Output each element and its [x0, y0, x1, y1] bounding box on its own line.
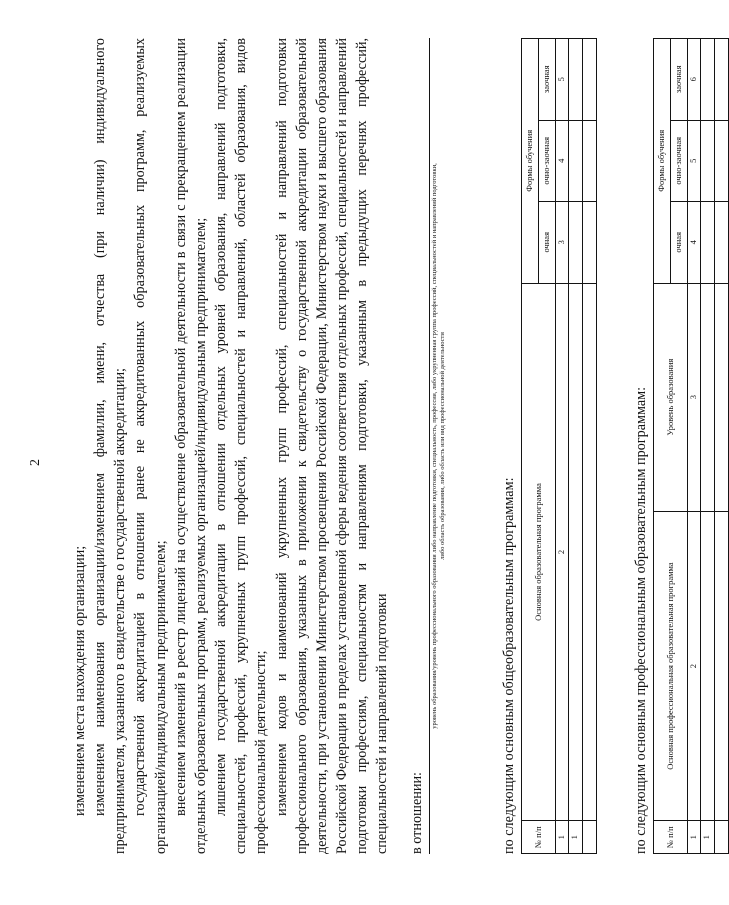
table-cell: [714, 821, 728, 854]
index-cell: 1: [556, 821, 569, 854]
table-cell: [568, 283, 582, 821]
header-program: Основная образовательная программа: [522, 283, 556, 821]
table-cell: [582, 283, 596, 821]
table-cell: 1: [700, 821, 714, 854]
table-cell: [582, 39, 596, 121]
page-number: 2: [28, 459, 43, 466]
header-part-time: очно-заочная: [539, 120, 556, 202]
table-cell: [714, 120, 728, 202]
index-cell: 2: [687, 511, 700, 821]
header-distance: заочная: [539, 39, 556, 121]
table-row: [582, 39, 596, 854]
index-cell: 5: [556, 39, 569, 121]
table-cell: [700, 202, 714, 284]
header-forms: Формы обучения: [522, 39, 539, 284]
header-full-time: очная: [539, 202, 556, 284]
table-cell: [714, 283, 728, 511]
paragraph: лишением государственной аккредитации в отношении отдельных уровней образования, направлений подготовки, специальностей, профессий, укрупненных групп профессий, специальностей и направлений, областей образования, видов профессиональной деятельности;: [213, 38, 270, 854]
index-cell: 1: [687, 821, 700, 854]
document-body: [70, 38, 729, 854]
table-cell: [700, 283, 714, 511]
header-num: № п/п: [522, 821, 556, 854]
table-cell: [568, 120, 582, 202]
footnote: [431, 38, 447, 854]
paragraph: изменением кодов и наименований укрупненных групп профессий, специальностей и направлений подготовки профессионального образования, указанных в приложении к свидетельству о государственной аккредитации образовательной деятельности, при установлении Министерством просвещения Российской Федерации, Министерством науки и высшего образования Российской Федерации в пределах установленной сферы ведения соответствия отдельных профессий, специальностей и направлений подготовки профессиям, специальностям и направлениям подготовки, указанным в предыдущих перечнях профессий, специальностей и направлений подготовки: [273, 38, 391, 854]
table-cell: [582, 120, 596, 202]
header-distance: заочная: [670, 39, 687, 121]
paragraph: государственной аккредитацией в отношении ранее не аккредитованных образовательных программ, реализуемых организацией/индивидуальным предпринимателем;: [132, 38, 169, 854]
section-title-general: по следующим основным общеобразовательным программам:: [500, 477, 517, 854]
table-cell: [700, 39, 714, 121]
table-cell: [714, 511, 728, 821]
table-cell: [714, 39, 728, 121]
header-forms: Формы обучения: [653, 39, 670, 284]
general-programs-table: [521, 38, 597, 854]
table-row: [714, 39, 728, 854]
section-title-professional: по следующим основным профессиональным образовательным программам:: [632, 386, 649, 854]
table-header-row: [653, 39, 670, 854]
index-cell: 4: [556, 120, 569, 202]
paragraph: внесением изменений в реестр лицензий на осуществление образовательной деятельности в связи с прекращением реализации отдельных образовательных программ, реализуемых организацией/индивидуальным предпринимателем;: [172, 38, 209, 854]
footnote-line: уровень образования/уровень профессионального образования либо направление подготовки, специальность, профессия, либо укрупненная группа профессий, специальностей и направлений подготовки,: [430, 163, 438, 729]
table-cell: [582, 821, 596, 854]
blank-line: [427, 38, 430, 854]
footnote-line: либо область образования, либо область или вид профессиональной деятельности: [438, 332, 446, 560]
table-cell: [568, 202, 582, 284]
header-full-time: очная: [670, 202, 687, 284]
index-cell: 3: [556, 202, 569, 284]
rotated-document-page: [20, 12, 712, 892]
index-cell: 5: [687, 120, 700, 202]
index-cell: 2: [556, 283, 569, 821]
header-program: Основная профессиональная образовательная программа: [653, 511, 687, 821]
table-cell: [568, 39, 582, 121]
paragraph: изменением места нахождения организации;: [72, 545, 88, 816]
index-cell: 6: [687, 39, 700, 121]
index-cell: 3: [687, 283, 700, 511]
professional-programs-table: [653, 38, 729, 854]
header-level: Уровень образования: [653, 283, 687, 511]
table-cell: [582, 202, 596, 284]
table-cell: [700, 511, 714, 821]
column-index-row: [556, 39, 569, 854]
table-cell: [700, 120, 714, 202]
table-row: [568, 39, 582, 854]
table-header-row: [522, 39, 539, 854]
column-index-row: [687, 39, 700, 854]
table-cell: 1: [568, 821, 582, 854]
in-respect-label: в отношении:: [408, 772, 425, 854]
table-row: [700, 39, 714, 854]
header-num: № п/п: [653, 821, 687, 854]
header-part-time: очно-заочная: [670, 120, 687, 202]
index-cell: 4: [687, 202, 700, 284]
table-cell: [714, 202, 728, 284]
paragraph: изменением наименования организации/изменением фамилии, имени, отчества (при наличии) индивидуального предпринимателя, указанного в свидетельстве о государственной аккредитации;: [92, 38, 129, 854]
